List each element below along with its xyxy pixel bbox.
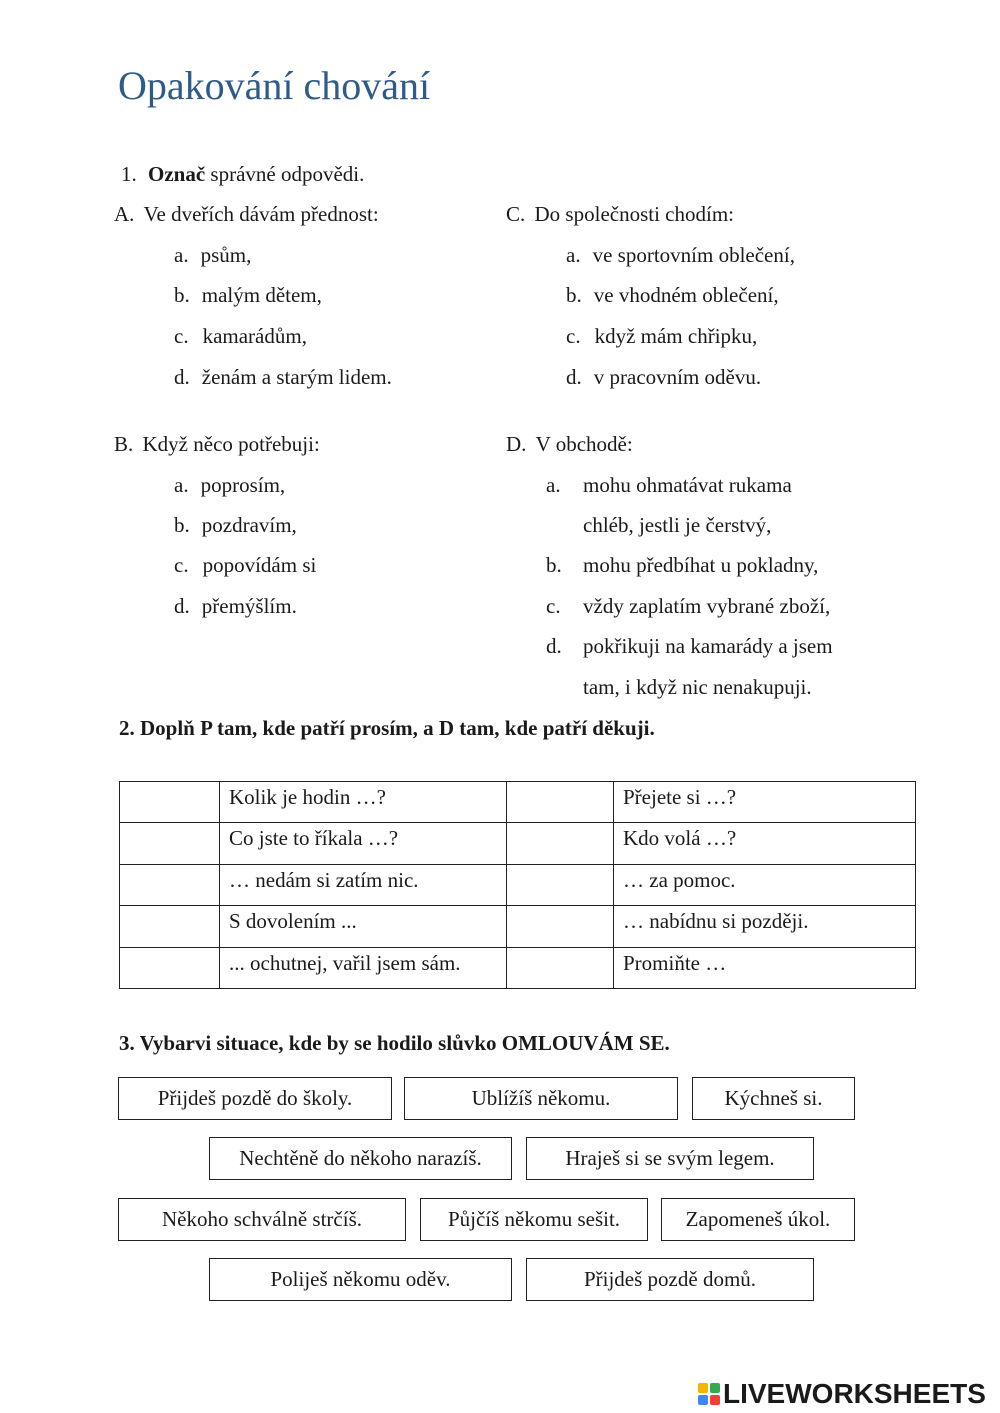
phrase-cell: … nabídnu si později.: [614, 906, 916, 947]
option[interactable]: b. pozdravím,: [174, 513, 297, 537]
option[interactable]: a. poprosím,: [174, 473, 286, 497]
table-row: [120, 782, 916, 823]
fill-table: [119, 781, 916, 989]
option-text: tam, i když nic nenakupuji.: [583, 675, 812, 699]
answer-cell[interactable]: [507, 823, 614, 864]
option-text: mohu ohmatávat rukama: [583, 473, 792, 497]
option-letter[interactable]: b.: [546, 553, 562, 577]
phrase-cell: … za pomoc.: [614, 864, 916, 905]
option[interactable]: a. ve sportovním oblečení,: [566, 243, 795, 267]
option[interactable]: d. v pracovním oděvu.: [566, 365, 762, 389]
table-row: [120, 823, 916, 864]
table-row: [120, 864, 916, 905]
table-row: [120, 906, 916, 947]
question-a: [114, 202, 379, 226]
option[interactable]: d. přemýšlím.: [174, 594, 297, 618]
task1-number: 1.: [121, 162, 137, 186]
table-row: [120, 947, 916, 988]
answer-cell[interactable]: [120, 823, 220, 864]
question-letter: D.: [506, 432, 527, 456]
option-letter[interactable]: d.: [546, 634, 562, 658]
answer-cell[interactable]: [120, 947, 220, 988]
logo-mark-icon: [698, 1383, 720, 1405]
question-letter: B.: [114, 432, 134, 456]
task1-heading: [121, 162, 364, 186]
situation-box[interactable]: Ublížíš někomu.: [404, 1077, 678, 1120]
option-letter[interactable]: a.: [546, 473, 561, 497]
liveworksheets-logo: [698, 1379, 986, 1409]
option-text: pokřikuji na kamarády a jsem: [583, 634, 833, 658]
question-b: [114, 432, 320, 456]
question-d: [506, 432, 633, 456]
option[interactable]: c. když mám chřipku,: [566, 324, 758, 348]
question-text: Do společnosti chodím:: [534, 202, 734, 226]
question-c: [506, 202, 734, 226]
situation-box[interactable]: Hraješ si se svým legem.: [526, 1137, 814, 1180]
phrase-cell: Co jste to říkala …?: [220, 823, 507, 864]
question-letter: A.: [114, 202, 135, 226]
question-letter: C.: [506, 202, 526, 226]
answer-cell[interactable]: [507, 864, 614, 905]
situation-box[interactable]: Přijdeš pozdě do školy.: [118, 1077, 392, 1120]
answer-cell[interactable]: [120, 906, 220, 947]
phrase-cell: ... ochutnej, vařil jsem sám.: [220, 947, 507, 988]
page-title: Opakování chování: [118, 63, 431, 108]
option-letter[interactable]: c.: [546, 594, 561, 618]
situation-box[interactable]: Přijdeš pozdě domů.: [526, 1258, 814, 1301]
answer-cell[interactable]: [507, 947, 614, 988]
answer-cell[interactable]: [507, 782, 614, 823]
answer-cell[interactable]: [120, 782, 220, 823]
logo-square: [698, 1383, 708, 1393]
task1-bold-verb: Označ: [148, 162, 206, 186]
answer-cell[interactable]: [507, 906, 614, 947]
phrase-cell: S dovolením ...: [220, 906, 507, 947]
option[interactable]: d. ženám a starým lidem.: [174, 365, 392, 389]
situation-box[interactable]: Zapomeneš úkol.: [661, 1198, 855, 1241]
option[interactable]: b. malým dětem,: [174, 283, 322, 307]
phrase-cell: … nedám si zatím nic.: [220, 864, 507, 905]
option[interactable]: c. kamarádům,: [174, 324, 307, 348]
option-text: mohu předbíhat u pokladny,: [583, 553, 819, 577]
option-text: vždy zaplatím vybrané zboží,: [583, 594, 831, 618]
situation-box[interactable]: Půjčíš někomu sešit.: [420, 1198, 648, 1241]
logo-square: [710, 1395, 720, 1405]
phrase-cell: Kolik je hodin …?: [220, 782, 507, 823]
option-text: chléb, jestli je čerstvý,: [583, 513, 772, 537]
situation-box[interactable]: Nechtěně do někoho narazíš.: [209, 1137, 512, 1180]
option[interactable]: a. psům,: [174, 243, 252, 267]
option[interactable]: c. popovídám si: [174, 553, 317, 577]
task1-instruction: správné odpovědi.: [210, 162, 365, 186]
task3-heading: 3. Vybarvi situace, kde by se hodilo slůvko OMLOUVÁM SE.: [119, 1031, 670, 1055]
situation-box[interactable]: Kýchneš si.: [692, 1077, 855, 1120]
question-text: V obchodě:: [535, 432, 633, 456]
logo-text: LIVEWORKSHEETS: [723, 1378, 986, 1409]
answer-cell[interactable]: [120, 864, 220, 905]
question-text: Když něco potřebuji:: [142, 432, 320, 456]
question-text: Ve dveřích dávám přednost:: [143, 202, 379, 226]
situation-box[interactable]: Někoho schválně strčíš.: [118, 1198, 406, 1241]
task2-heading: 2. Doplň P tam, kde patří prosím, a D tam, kde patří děkuji.: [119, 716, 655, 740]
phrase-cell: Promiňte …: [614, 947, 916, 988]
logo-square: [710, 1383, 720, 1393]
logo-square: [698, 1395, 708, 1405]
option[interactable]: b. ve vhodném oblečení,: [566, 283, 779, 307]
phrase-cell: Přejete si …?: [614, 782, 916, 823]
situation-box[interactable]: Poliješ někomu oděv.: [209, 1258, 512, 1301]
phrase-cell: Kdo volá …?: [614, 823, 916, 864]
